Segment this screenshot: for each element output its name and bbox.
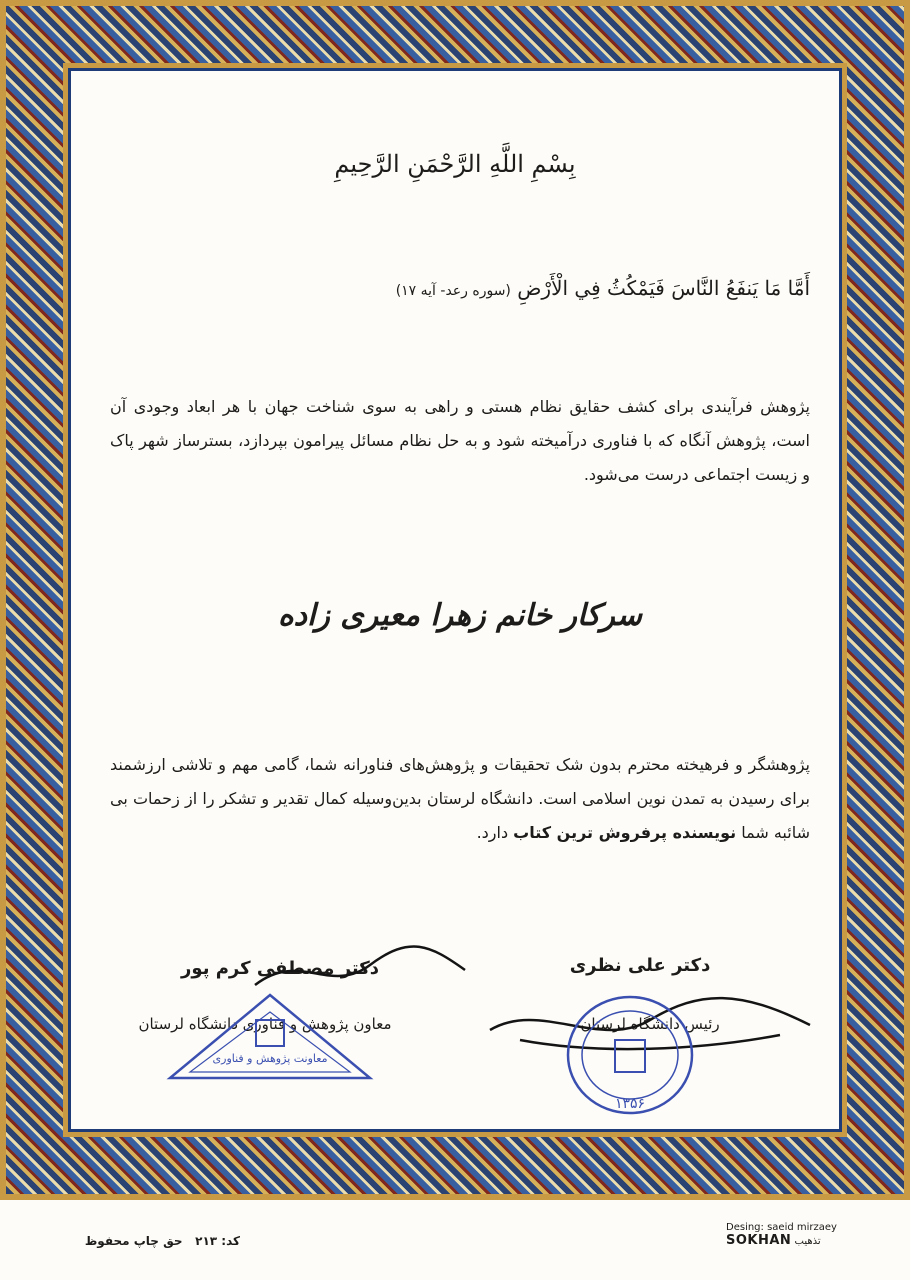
verse-reference: (سوره رعد- آیه ۱۷)	[395, 283, 511, 299]
signatory-left-title: معاون پژوهش و فناوری دانشگاه لرستان	[138, 1015, 392, 1033]
footer-designer	[726, 1222, 896, 1248]
designer-credit: Desing: saeid mirzaey	[726, 1222, 837, 1233]
stamp-right-icon	[560, 990, 700, 1120]
body-text-part1: پژوهشگر و فرهیخته محترم بدون شک تحقیقات و پژوهش‌های فناورانه شما، گامی مهم و تلاشی ارزشمند برای رسیدن به تمدن نوین اسلامی است. دانشگاه لرستان بدین‌وسیله کمال تقدیر و تشکر را از زحمات بی شائبه شما	[110, 755, 810, 842]
footer-copyright: حق چاپ محفوظ	[84, 1234, 183, 1248]
signatory-right-name: دکتر علی نظری	[569, 955, 711, 976]
body-paragraph	[110, 748, 810, 850]
footer-code-copyright	[20, 1234, 240, 1248]
bismillah: بِسْمِ اللَّهِ الرَّحْمَنِ الرَّحِيمِ	[334, 150, 576, 178]
brand-logo: SOKHAN	[726, 1233, 792, 1248]
stamp-left-icon	[160, 990, 380, 1085]
body-text-bold: نویسنده پرفروش ترین کتاب	[513, 823, 737, 842]
brand-label: تذهیب	[794, 1236, 821, 1247]
quran-verse	[110, 276, 810, 300]
stamp-left-text: معاونت پژوهش و فناوری	[212, 1052, 328, 1065]
footer-code: کد: ۲۱۳	[195, 1234, 240, 1248]
stamp-right-year: ۱۳۵۶	[614, 1096, 646, 1112]
recipient-name: سرکار خانم زهرا معیری زاده	[277, 598, 643, 633]
verse-text: أَمَّا مَا يَنفَعُ النَّاسَ فَيَمْكُثُ فِي الْأَرْضِ	[517, 276, 810, 300]
intro-paragraph: پژوهش فرآیندی برای کشف حقایق نظام هستی و راهی به سوی شناخت جهان با هر ابعاد وجودی آن است، پژوهش آنگاه که با فناوری درآمیخته شود و به حل نظام مسائل پیرامون بپردازد، بسترساز شهر پاک و زیست اجتماعی درست می‌شود.	[110, 397, 810, 484]
body-text-part2: دارد.	[476, 823, 509, 842]
signatory-right-title: رئیس دانشگاه لرستان	[580, 1015, 720, 1033]
signatory-left-name: دکتر مصطفی کرم پور	[181, 958, 379, 979]
